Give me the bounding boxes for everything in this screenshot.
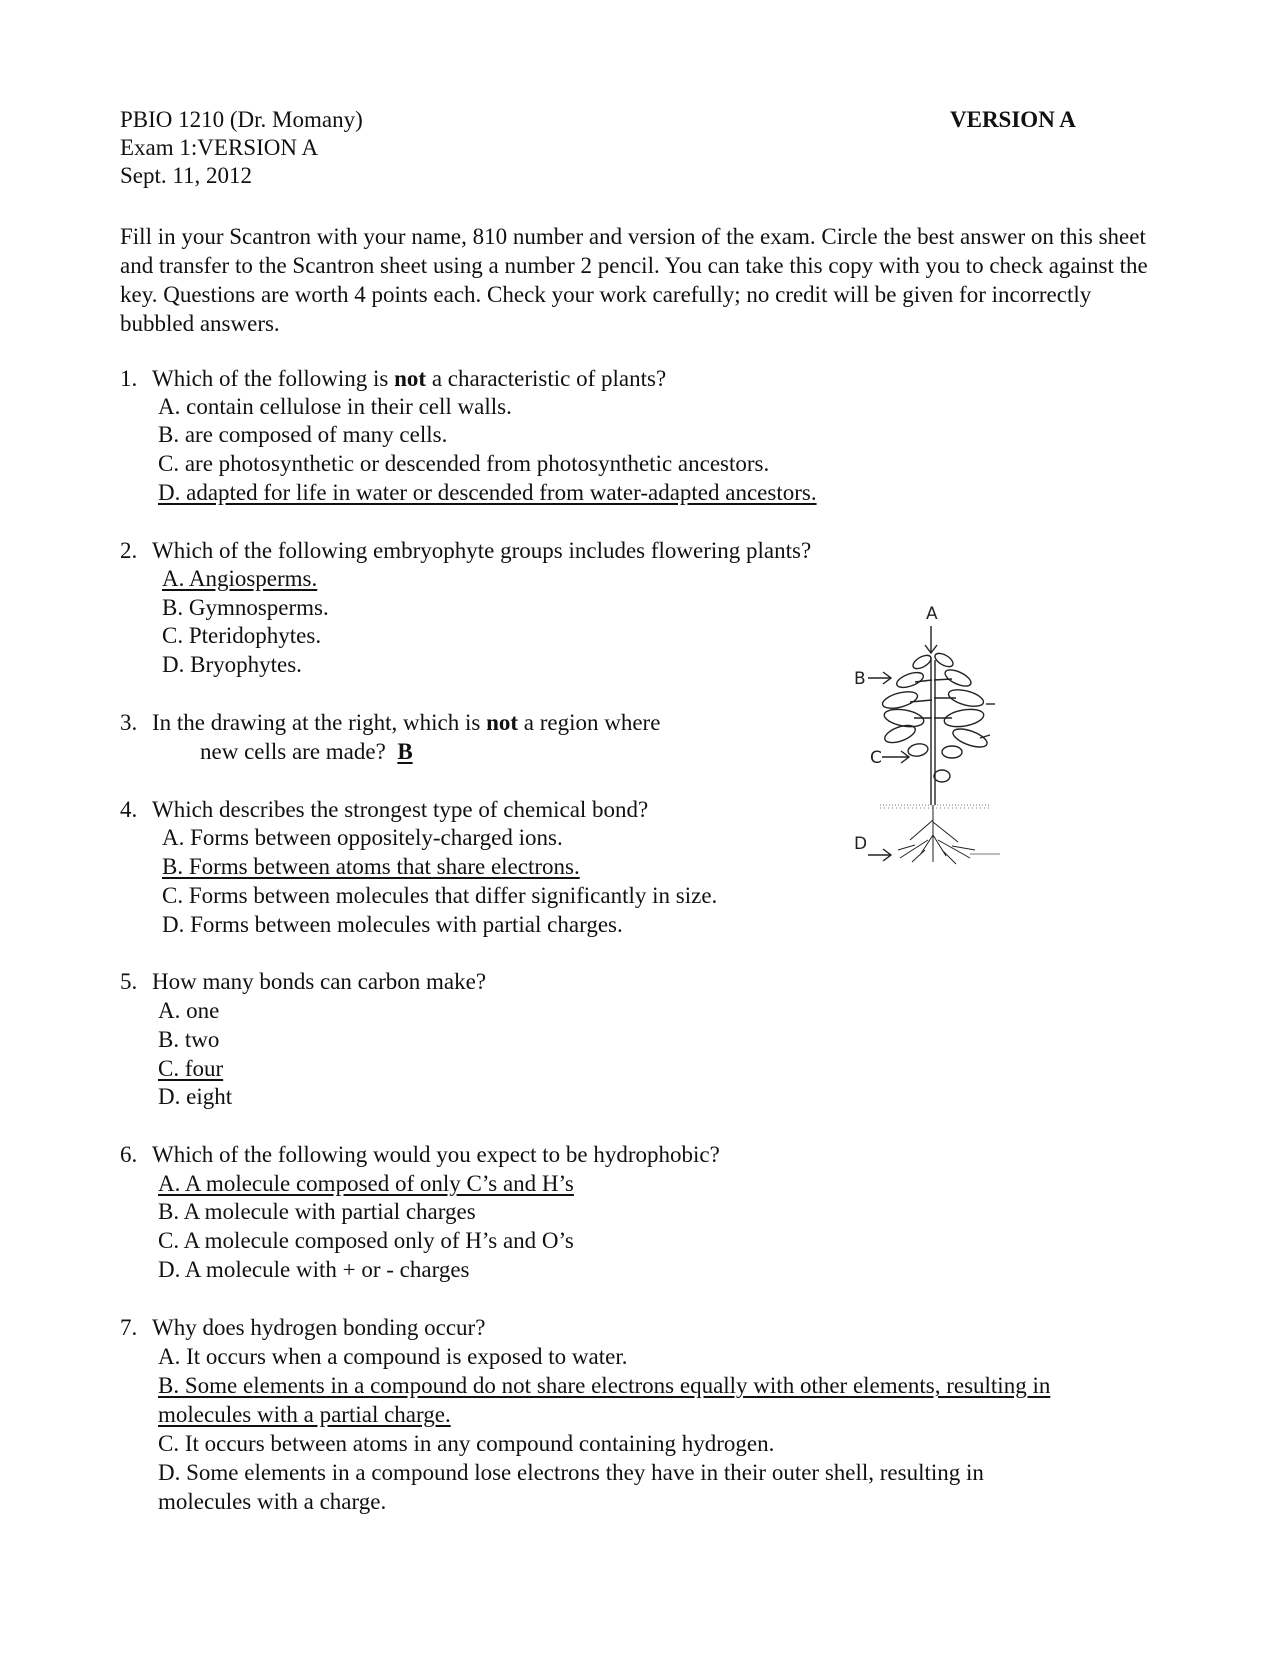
q1-option-a: A. contain cellulose in their cell walls. bbox=[158, 394, 512, 419]
q3-stem-post: a region where bbox=[518, 710, 661, 735]
q4-option-a: A. Forms between oppositely-charged ions. bbox=[162, 825, 563, 850]
q7-option-b-answer-line2: molecules with a partial charge. bbox=[158, 1402, 451, 1427]
q1-stem bbox=[152, 365, 666, 393]
plant-diagram bbox=[840, 600, 1010, 880]
instructions: Fill in your Scantron with your name, 810 number and version of the exam. Circle the best answer on this sheet and transfer to the Scantron sheet using a number 2 pencil. You can take this copy with you to check against the key. Questions are worth 4 points each. Check your work carefully; no credit will be given for incorrectly bubbled answers. bbox=[120, 224, 1148, 336]
q5-number: 5. bbox=[120, 969, 138, 994]
q5-option-a: A. one bbox=[158, 998, 220, 1023]
plant-leaves bbox=[881, 651, 995, 782]
q3-stem-pre: In the drawing at the right, which is bbox=[152, 710, 487, 735]
q3-stem-line2 bbox=[200, 738, 413, 766]
q1-number: 1. bbox=[120, 366, 138, 391]
q1-stem-post: a characteristic of plants? bbox=[426, 366, 667, 391]
q6-stem: Which of the following would you expect to be hydrophobic? bbox=[152, 1142, 720, 1167]
arrow-a-icon bbox=[925, 626, 937, 653]
q6-option-c: C. A molecule composed only of H’s and O’s bbox=[158, 1228, 574, 1253]
q4-stem: Which describes the strongest type of chemical bond? bbox=[152, 797, 649, 822]
arrow-c-icon bbox=[882, 751, 909, 763]
q3-line2-text: new cells are made? bbox=[200, 739, 386, 764]
label-d: D bbox=[854, 834, 868, 854]
q4-number: 4. bbox=[120, 797, 138, 822]
course-title: PBIO 1210 (Dr. Momany) bbox=[120, 107, 363, 132]
q1-stem-bold: not bbox=[394, 366, 427, 391]
q5-option-b: B. two bbox=[158, 1027, 220, 1052]
q5-option-c-answer: C. four bbox=[158, 1056, 224, 1081]
q1-option-b: B. are composed of many cells. bbox=[158, 422, 448, 447]
q7-option-d-line1: D. Some elements in a compound lose electrons they have in their outer shell, resulting in bbox=[158, 1460, 984, 1485]
q3-stem-bold: not bbox=[486, 710, 519, 735]
q5-option-d: D. eight bbox=[158, 1084, 233, 1109]
q7-option-d-line2: molecules with a charge. bbox=[158, 1489, 387, 1514]
q3-stem bbox=[152, 709, 660, 737]
q2-option-d: D. Bryophytes. bbox=[162, 652, 302, 677]
label-a: A bbox=[926, 604, 938, 624]
q2-option-c: C. Pteridophytes. bbox=[162, 623, 322, 648]
q7-option-c: C. It occurs between atoms in any compound containing hydrogen. bbox=[158, 1431, 775, 1456]
arrow-d-icon bbox=[868, 849, 891, 861]
plant-roots bbox=[898, 805, 975, 864]
q7-option-b-answer-line1: B. Some elements in a compound do not share electrons equally with other elements, resulting in bbox=[158, 1373, 1051, 1398]
q7-number: 7. bbox=[120, 1315, 138, 1340]
q3-answer: B bbox=[397, 739, 413, 764]
q2-option-b: B. Gymnosperms. bbox=[162, 595, 329, 620]
q1-option-d-answer: D. adapted for life in water or descended from water-adapted ancestors. bbox=[158, 480, 817, 505]
q2-number: 2. bbox=[120, 538, 138, 563]
q7-option-a: A. It occurs when a compound is exposed to water. bbox=[158, 1344, 628, 1369]
label-c: C bbox=[870, 748, 882, 768]
q6-number: 6. bbox=[120, 1142, 138, 1167]
q1-stem-pre: Which of the following is bbox=[152, 366, 395, 391]
q2-stem: Which of the following embryophyte groups includes flowering plants? bbox=[152, 538, 812, 563]
q2-option-a-answer: A. Angiosperms. bbox=[162, 566, 318, 591]
q3-number: 3. bbox=[120, 710, 138, 735]
version-tag: VERSION A bbox=[950, 107, 1076, 132]
exam-title: Exam 1:VERSION A bbox=[120, 135, 319, 160]
q5-stem: How many bonds can carbon make? bbox=[152, 969, 487, 994]
q6-option-a-answer: A. A molecule composed of only C’s and H’s bbox=[158, 1171, 574, 1196]
q4-option-c: C. Forms between molecules that differ significantly in size. bbox=[162, 883, 718, 908]
q7-stem: Why does hydrogen bonding occur? bbox=[152, 1315, 486, 1340]
q6-option-b: B. A molecule with partial charges bbox=[158, 1199, 476, 1224]
q1-option-c: C. are photosynthetic or descended from photosynthetic ancestors. bbox=[158, 451, 770, 476]
exam-date: Sept. 11, 2012 bbox=[120, 163, 253, 188]
q4-option-b-answer: B. Forms between atoms that share electrons. bbox=[162, 854, 580, 879]
q6-option-d: D. A molecule with + or - charges bbox=[158, 1257, 470, 1282]
q4-option-d: D. Forms between molecules with partial charges. bbox=[162, 912, 623, 937]
label-b: B bbox=[854, 669, 866, 689]
arrow-b-icon bbox=[868, 672, 891, 684]
